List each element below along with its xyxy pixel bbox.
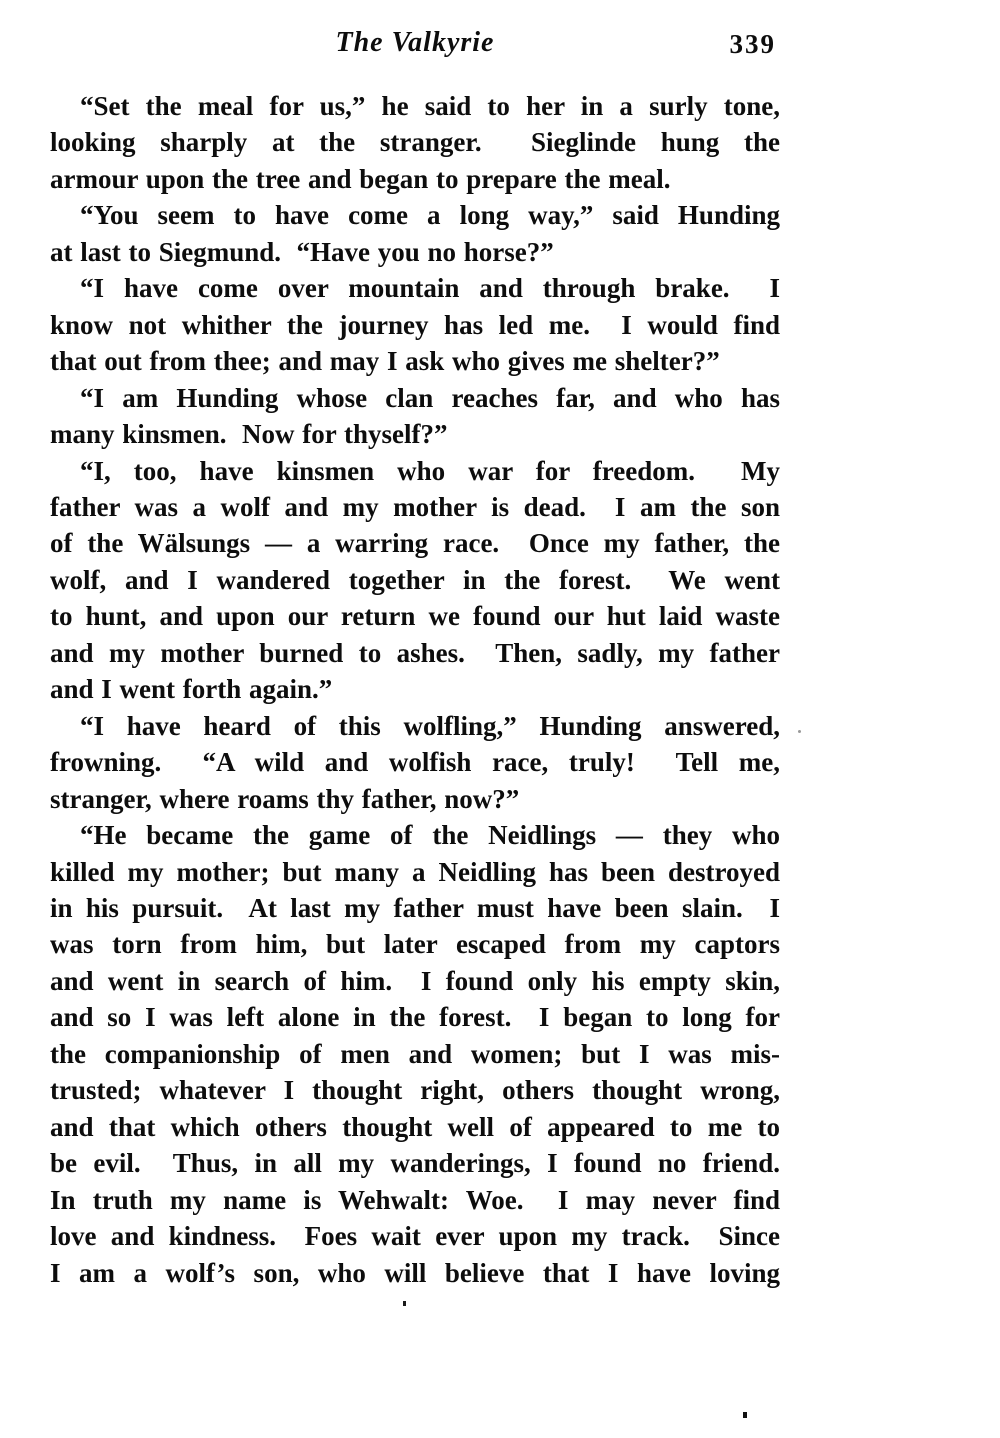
text-line: “You seem to have come a long way,” said Hunding xyxy=(80,200,780,231)
text-line: was torn from him, but later escaped from my captors xyxy=(50,929,780,960)
text-line: In truth my name is Wehwalt: Woe. I may never find xyxy=(50,1184,780,1215)
text-line: and I went forth again.” xyxy=(50,674,333,705)
text-line: to hunt, and upon our return we found our hut laid waste xyxy=(50,601,780,632)
text-line: many kinsmen. Now for thyself?” xyxy=(50,419,448,450)
text-line: “I have come over mountain and through brake. I xyxy=(80,273,780,304)
text-line: frowning. “A wild and wolfish race, truly! Tell me, xyxy=(50,747,780,778)
text-line: at last to Siegmund. “Have you no horse?” xyxy=(50,236,554,267)
text-line: “I have heard of this wolfling,” Hunding answered, xyxy=(80,710,780,741)
text-line: I am a wolf’s son, who will believe that I have loving xyxy=(50,1257,780,1288)
text-line: and that which others thought well of appeared to me to xyxy=(50,1111,780,1142)
text-line: in his pursuit. At last my father must have been slain. I xyxy=(50,892,780,923)
text-line: killed my mother; but many a Neidling has been destroyed xyxy=(50,856,780,887)
text-line: “He became the game of the Neidlings — they who xyxy=(80,820,780,851)
text-line: that out from thee; and may I ask who gives me shelter?” xyxy=(50,346,720,377)
text-line: wolf, and I wandered together in the forest. We went xyxy=(50,564,780,595)
page-number: 339 xyxy=(729,29,776,59)
scan-speck xyxy=(798,730,801,733)
text-line: “I, too, have kinsmen who war for freedom. My xyxy=(80,455,780,486)
text-line: of the Wälsungs — a warring race. Once my father, the xyxy=(50,528,780,559)
text-line: and my mother burned to ashes. Then, sadly, my father xyxy=(50,637,780,668)
text-line: trusted; whatever I thought right, others thought wrong, xyxy=(50,1075,780,1106)
text-line: and so I was left alone in the forest. I began to long for xyxy=(50,1002,780,1033)
text-line: and went in search of him. I found only his empty skin, xyxy=(50,965,780,996)
text-line: “Set the meal for us,” he said to her in a surly tone, xyxy=(80,91,780,121)
text-line: looking sharply at the stranger. Sieglinde hung the xyxy=(50,127,780,158)
running-title: The Valkyrie xyxy=(335,27,495,58)
page-header xyxy=(50,27,780,63)
text-line: be evil. Thus, in all my wanderings, I found no friend. xyxy=(50,1148,780,1179)
text-line: father was a wolf and my mother is dead. I am the son xyxy=(50,491,780,522)
scan-speck xyxy=(743,1412,747,1418)
text-line: the companionship of men and women; but I was mis- xyxy=(50,1038,780,1069)
body-text xyxy=(50,88,780,1291)
text-line: stranger, where roams thy father, now?” xyxy=(50,783,520,814)
scan-speck xyxy=(403,1301,406,1306)
text-line: “I am Hunding whose clan reaches far, and who has xyxy=(80,382,780,413)
text-line: know not whither the journey has led me. I would find xyxy=(50,309,780,340)
text-line: love and kindness. Foes wait ever upon my track. Since xyxy=(50,1221,780,1252)
text-line: armour upon the tree and began to prepare the meal. xyxy=(50,163,671,194)
